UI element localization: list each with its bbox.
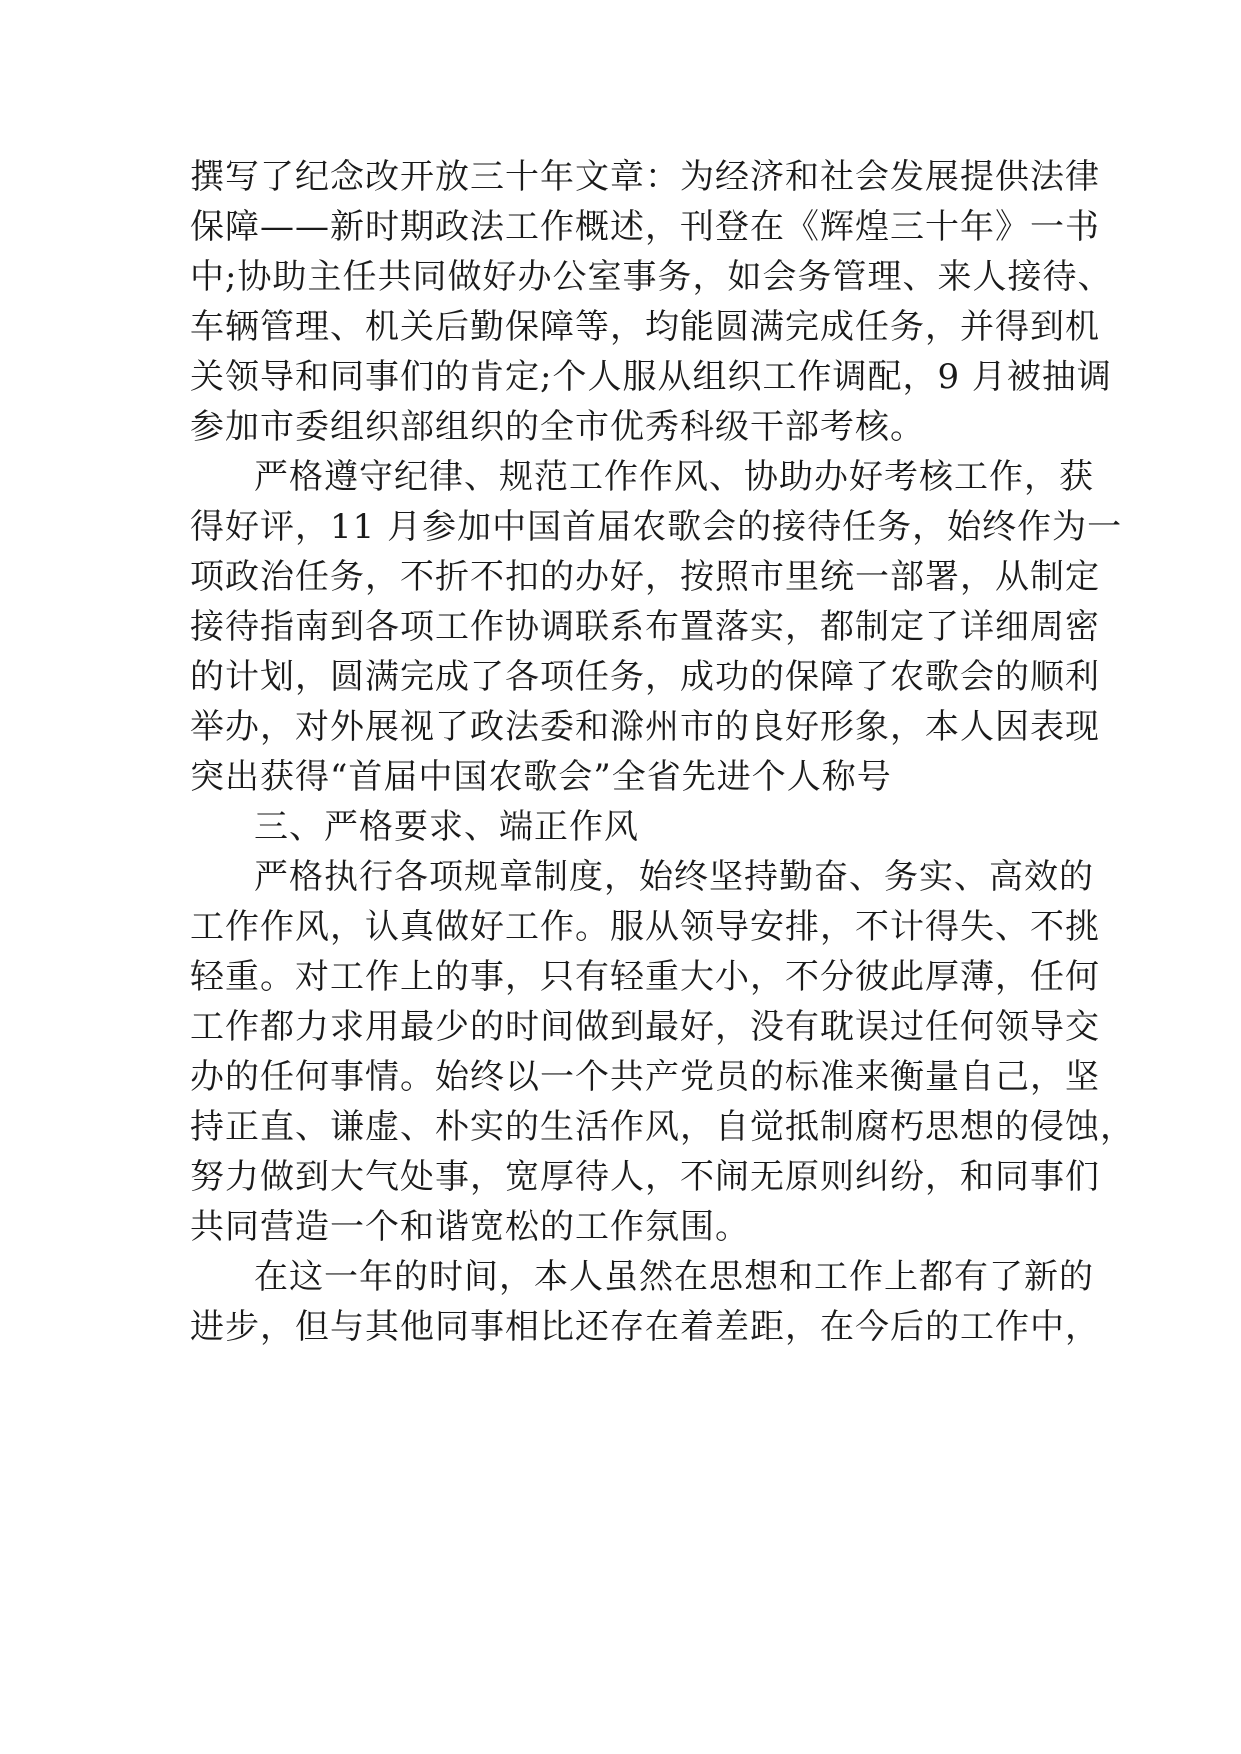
text-line: 接待指南到各项工作协调联系布置落实，都制定了详细周密	[190, 607, 1100, 647]
section-heading: 三、严格要求、端正作风	[254, 807, 639, 847]
text-line: 进步，但与其他同事相比还存在着差距，在今后的工作中，	[190, 1307, 1100, 1347]
text-line: 参加市委组织部组织的全市优秀科级干部考核。	[190, 407, 925, 447]
paragraph-first-line: 严格执行各项规章制度，始终坚持勤奋、务实、高效的	[254, 857, 1094, 897]
text-line: 中;协助主任共同做好办公室事务，如会务管理、来人接待、	[190, 257, 1113, 297]
paragraph-first-line: 在这一年的时间，本人虽然在思想和工作上都有了新的	[254, 1257, 1094, 1297]
text-line: 项政治任务，不折不扣的办好，按照市里统一部署，从制定	[190, 557, 1100, 597]
text-line: 持正直、谦虚、朴实的生活作风，自觉抵制腐朽思想的侵蚀，	[190, 1107, 1135, 1147]
text-line: 得好评，11 月参加中国首届农歌会的接待任务，始终作为一	[190, 507, 1123, 547]
text-line: 举办，对外展视了政法委和滁州市的良好形象，本人因表现	[190, 707, 1100, 747]
text-line: 共同营造一个和谐宽松的工作氛围。	[190, 1207, 750, 1247]
paragraph-first-line: 严格遵守纪律、规范工作作风、协助办好考核工作，获	[254, 457, 1094, 497]
text-line: 努力做到大气处事，宽厚待人，不闹无原则纠纷，和同事们	[190, 1157, 1100, 1197]
text-line: 轻重。对工作上的事，只有轻重大小，不分彼此厚薄，任何	[190, 957, 1100, 997]
text-line: 保障——新时期政法工作概述，刊登在《辉煌三十年》一书	[190, 207, 1100, 247]
text-line: 工作作风，认真做好工作。服从领导安排，不计得失、不挑	[190, 907, 1100, 947]
text-line: 撰写了纪念改开放三十年文章：为经济和社会发展提供法律	[190, 157, 1100, 197]
text-line: 突出获得“首届中国农歌会”全省先进个人称号	[190, 757, 892, 797]
text-line: 关领导和同事们的肯定;个人服从组织工作调配，9 月被抽调	[190, 357, 1112, 397]
text-line: 工作都力求用最少的时间做到最好，没有耽误过任何领导交	[190, 1007, 1100, 1047]
text-line: 的计划，圆满完成了各项任务，成功的保障了农歌会的顺利	[190, 657, 1100, 697]
document-body	[190, 152, 1135, 1352]
text-line: 办的任何事情。始终以一个共产党员的标准来衡量自己，坚	[190, 1057, 1100, 1097]
text-line: 车辆管理、机关后勤保障等，均能圆满完成任务，并得到机	[190, 307, 1100, 347]
